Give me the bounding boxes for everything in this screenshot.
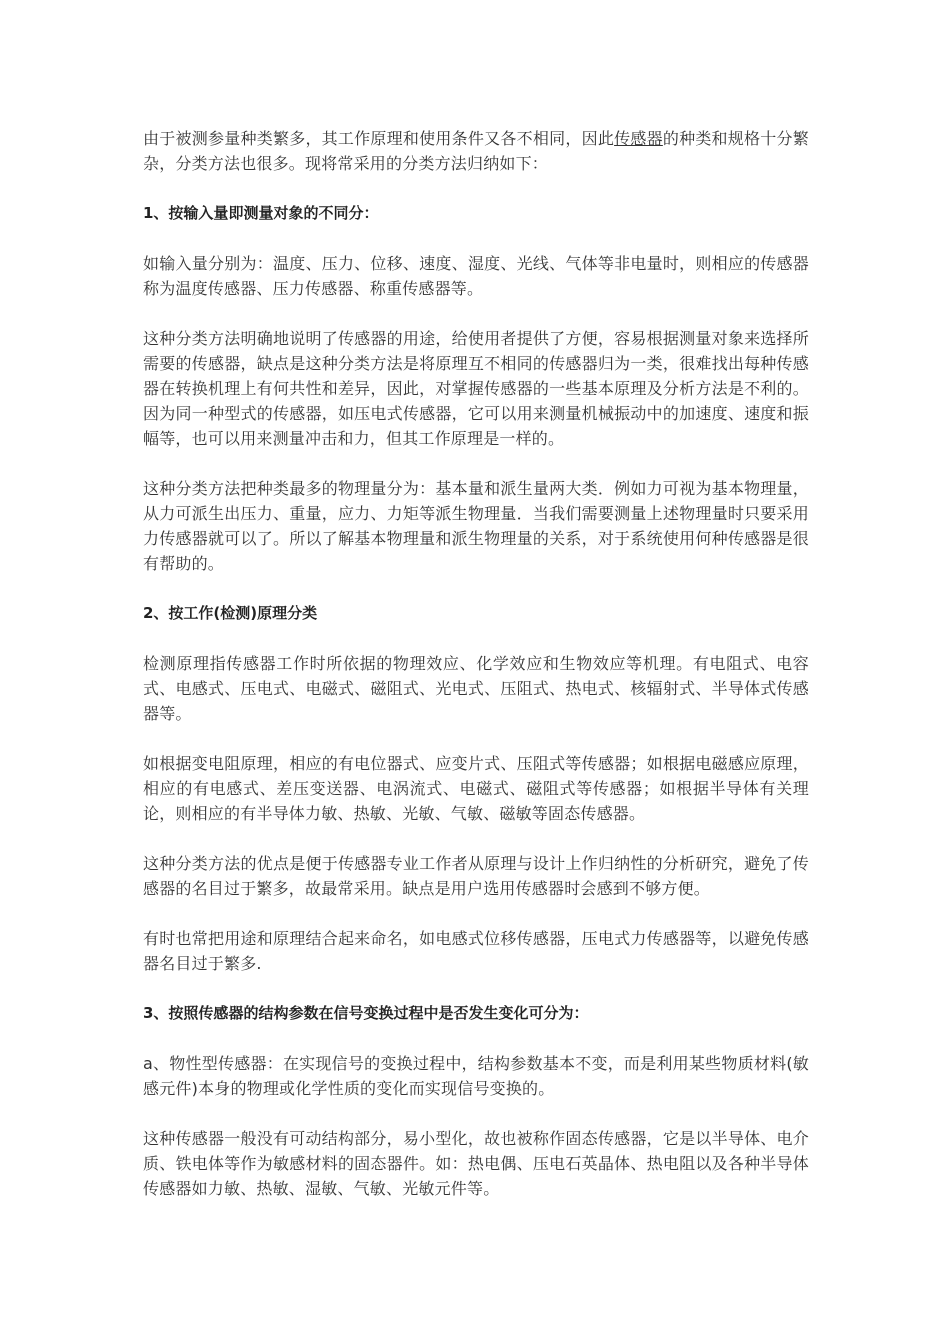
section3-paragraph-1: a、物性型传感器：在实现信号的变换过程中，结构参数基本不变，而是利用某些物质材料(敏感元件)本身的物理或化学性质的变化而实现信号变换的。 <box>143 1054 809 1098</box>
section2-heading: 2、按工作(检测)原理分类 <box>143 604 318 622</box>
section1-paragraph-1: 如输入量分别为：温度、压力、位移、速度、湿度、光线、气体等非电量时，则相应的传感器称为温度传感器、压力传感器、称重传感器等。 <box>143 254 809 298</box>
section1-paragraph-3: 这种分类方法把种类最多的物理量分为：基本量和派生量两大类．例如力可视为基本物理量，从力可派生出压力、重量，应力、力矩等派生物理量．当我们需要测量上述物理量时只要采用力传感器就可以了。所以了解基本物理量和派生物理量的关系，对于系统使用何种传感器是很有帮助的。 <box>143 479 809 573</box>
section1-paragraph-2: 这种分类方法明确地说明了传感器的用途，给使用者提供了方便，容易根据测量对象来选择所需要的传感器，缺点是这种分类方法是将原理互不相同的传感器归为一类，很难找出每种传感器在转换机理上有何共性和差异，因此，对掌握传感器的一些基本原理及分析方法是不利的。因为同一种型式的传感器，如压电式传感器，它可以用来测量机械振动中的加速度、速度和振幅等，也可以用来测量冲击和力，但其工作原理是一样的。 <box>143 329 809 448</box>
section1-heading: 1、按输入量即测量对象的不同分： <box>143 204 379 222</box>
section2-paragraph-4: 有时也常把用途和原理结合起来命名，如电感式位移传感器，压电式力传感器等，以避免传感器名目过于繁多. <box>143 929 809 973</box>
section2-paragraph-2: 如根据变电阻原理，相应的有电位器式、应变片式、压阻式等传感器；如根据电磁感应原理，相应的有电感式、差压变送器、电涡流式、电磁式、磁阻式等传感器；如根据半导体有关理论，则相应的有半导体力敏、热敏、光敏、气敏、磁敏等固态传感器。 <box>143 754 809 823</box>
document-body <box>143 126 809 1226</box>
section3-paragraph-2: 这种传感器一般没有可动结构部分，易小型化，故也被称作固态传感器，它是以半导体、电介质、铁电体等作为敏感材料的固态器件。如：热电偶、压电石英晶体、热电阻以及各种半导体传感器如力敏、热敏、湿敏、气敏、光敏元件等。 <box>143 1129 809 1198</box>
intro-text-before: 由于被测参量种类繁多，其工作原理和使用条件又各不相同，因此 <box>143 129 615 148</box>
section3-heading: 3、按照传感器的结构参数在信号变换过程中是否发生变化可分为： <box>143 1004 589 1022</box>
intro-text-after: 的种类和规格十分繁杂，分类方法也很多。现将常采用的分类方法归纳如下： <box>143 129 809 173</box>
section2-paragraph-1: 检测原理指传感器工作时所依据的物理效应、化学效应和生物效应等机理。有电阻式、电容式、电感式、压电式、电磁式、磁阻式、光电式、压阻式、热电式、核辐射式、半导体式传感器等。 <box>143 654 809 723</box>
intro-paragraph <box>143 126 809 176</box>
section2-paragraph-3: 这种分类方法的优点是便于传感器专业工作者从原理与设计上作归纳性的分析研究，避免了传感器的名目过于繁多，故最常采用。缺点是用户选用传感器时会感到不够方便。 <box>143 854 809 898</box>
sensor-link[interactable]: 传感器 <box>614 129 663 148</box>
